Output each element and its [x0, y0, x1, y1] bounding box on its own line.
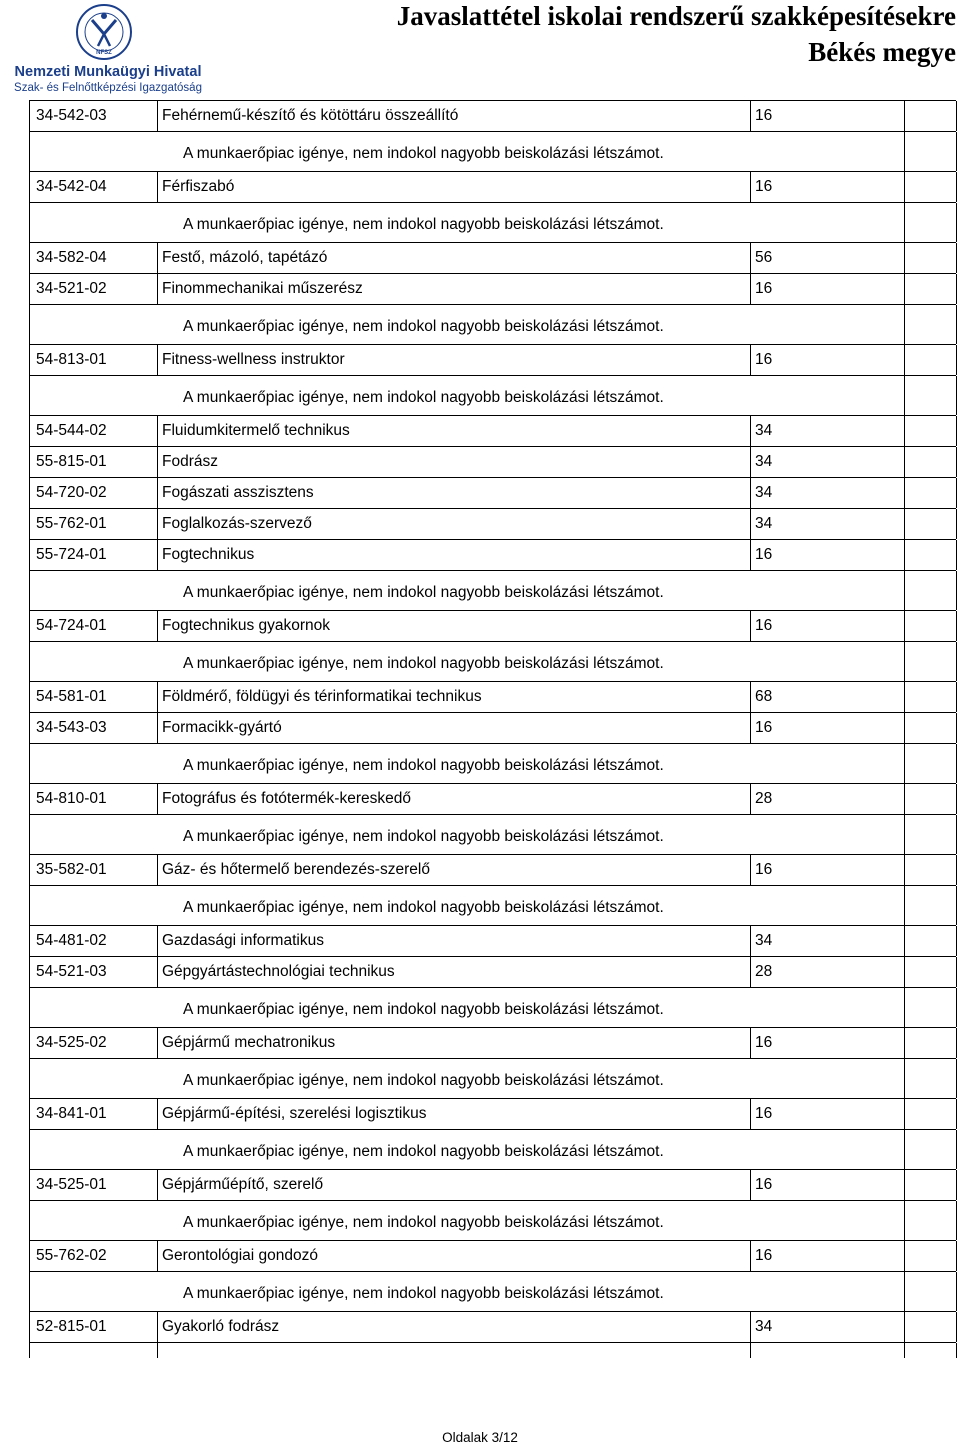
- column-divider: [904, 744, 905, 783]
- column-divider: [956, 203, 957, 242]
- table-note-row: [29, 1129, 956, 1169]
- qualification-name: Gerontológiai gondozó: [162, 1247, 318, 1264]
- qualification-code: 34-542-04: [36, 178, 107, 195]
- column-divider: [956, 682, 957, 712]
- table-note-row: [29, 375, 956, 415]
- column-divider: [157, 1241, 158, 1271]
- column-divider: [956, 1241, 957, 1271]
- column-divider: [956, 1201, 957, 1240]
- column-divider: [904, 1130, 905, 1169]
- column-divider: [956, 1343, 957, 1358]
- qualification-name: Fogtechnikus gyakornok: [162, 617, 331, 634]
- column-divider: [904, 132, 905, 171]
- column-divider: [956, 416, 957, 446]
- column-divider: [956, 611, 957, 641]
- headcount-value: 16: [755, 178, 773, 195]
- column-divider: [750, 957, 751, 987]
- note-text: A munkaerőpiac igénye, nem indokol nagyobb beiskolázási létszámot.: [183, 828, 664, 845]
- column-divider: [157, 713, 158, 743]
- column-divider: [904, 243, 905, 273]
- table-row: [29, 171, 956, 202]
- column-divider: [750, 478, 751, 508]
- table-note-row: [29, 987, 956, 1027]
- table-row: [29, 1027, 956, 1058]
- column-divider: [956, 1059, 957, 1098]
- column-divider: [750, 713, 751, 743]
- qualification-code: 55-762-01: [36, 515, 107, 532]
- headcount-value: 68: [755, 688, 773, 705]
- column-divider: [956, 855, 957, 885]
- column-divider: [904, 1059, 905, 1098]
- table-note-row: [29, 570, 956, 610]
- headcount-value: 34: [755, 453, 773, 470]
- qualification-name: Festő, mázoló, tapétázó: [162, 249, 328, 266]
- headcount-value: 34: [755, 484, 773, 501]
- table-row: [29, 610, 956, 641]
- column-divider: [904, 1099, 905, 1129]
- column-divider: [956, 1099, 957, 1129]
- column-divider: [157, 172, 158, 202]
- column-divider: [157, 611, 158, 641]
- page-number: Oldalak 3/12: [442, 1430, 518, 1445]
- logo-abbr: NFSZ: [96, 50, 112, 56]
- table-row: [29, 712, 956, 743]
- column-divider: [904, 416, 905, 446]
- column-divider: [956, 926, 957, 956]
- org-logo: [4, 2, 214, 98]
- note-text: A munkaerőpiac igénye, nem indokol nagyobb beiskolázási létszámot.: [183, 1214, 664, 1231]
- column-divider: [904, 1343, 905, 1358]
- note-text: A munkaerőpiac igénye, nem indokol nagyobb beiskolázási létszámot.: [183, 584, 664, 601]
- qualification-name: Gépjármű-építési, szerelési logisztikus: [162, 1105, 427, 1122]
- headcount-value: 16: [755, 617, 773, 634]
- headcount-value: 34: [755, 932, 773, 949]
- note-text: A munkaerőpiac igénye, nem indokol nagyobb beiskolázási létszámot.: [183, 1072, 664, 1089]
- column-divider: [904, 509, 905, 539]
- column-divider: [750, 1099, 751, 1129]
- qualification-code: 34-542-03: [36, 107, 107, 124]
- headcount-value: 56: [755, 249, 773, 266]
- headcount-value: 28: [755, 963, 773, 980]
- qualification-code: 55-815-01: [36, 453, 107, 470]
- column-divider: [904, 447, 905, 477]
- column-divider: [956, 305, 957, 344]
- table-row: [29, 854, 956, 885]
- qualification-name: Fogászati asszisztens: [162, 484, 314, 501]
- column-divider: [956, 744, 957, 783]
- headcount-value: 16: [755, 1034, 773, 1051]
- table-note-row: [29, 1058, 956, 1098]
- nfsz-emblem-icon: [72, 2, 136, 62]
- org-subname: Szak- és Felnőttképzési Igazgatóság: [14, 82, 202, 94]
- column-divider: [956, 274, 957, 304]
- headcount-value: 16: [755, 280, 773, 297]
- column-divider: [956, 509, 957, 539]
- column-divider: [956, 784, 957, 814]
- qualification-code: 34-525-02: [36, 1034, 107, 1051]
- note-text: A munkaerőpiac igénye, nem indokol nagyobb beiskolázási létszámot.: [183, 899, 664, 916]
- qualification-name: Gyakorló fodrász: [162, 1318, 280, 1335]
- table-row: [29, 446, 956, 477]
- column-divider: [956, 1028, 957, 1058]
- column-divider: [904, 1312, 905, 1342]
- column-divider: [904, 642, 905, 681]
- column-divider: [750, 926, 751, 956]
- column-divider: [956, 540, 957, 570]
- column-divider: [157, 1312, 158, 1342]
- column-divider: [904, 274, 905, 304]
- qualification-name: Fogtechnikus: [162, 546, 255, 563]
- table-row: [29, 508, 956, 539]
- table-note-row: [29, 202, 956, 242]
- column-divider: [904, 988, 905, 1027]
- column-divider: [157, 855, 158, 885]
- column-divider: [904, 682, 905, 712]
- column-divider: [157, 274, 158, 304]
- column-divider: [157, 447, 158, 477]
- qualification-name: Földmérő, földügyi és térinformatikai technikus: [162, 688, 482, 705]
- column-divider: [750, 784, 751, 814]
- qualification-name: Gépjármű mechatronikus: [162, 1034, 336, 1051]
- column-divider: [750, 447, 751, 477]
- qualification-name: Fodrász: [162, 453, 218, 470]
- column-divider: [750, 243, 751, 273]
- qualification-code: 55-724-01: [36, 546, 107, 563]
- qualification-code: 54-724-01: [36, 617, 107, 634]
- column-divider: [750, 1343, 751, 1358]
- note-text: A munkaerőpiac igénye, nem indokol nagyobb beiskolázási létszámot.: [183, 389, 664, 406]
- table-note-row: [29, 885, 956, 925]
- column-divider: [904, 713, 905, 743]
- column-divider: [750, 1170, 751, 1200]
- qualification-code: 54-481-02: [36, 932, 107, 949]
- table-row: [29, 956, 956, 987]
- qualification-code: 52-815-01: [36, 1318, 107, 1335]
- document-subtitle: Békés megye: [808, 37, 956, 67]
- qualification-code: 54-810-01: [36, 790, 107, 807]
- column-divider: [750, 1312, 751, 1342]
- qualification-code: 54-544-02: [36, 422, 107, 439]
- column-divider: [956, 1312, 957, 1342]
- qualification-code: 54-521-03: [36, 963, 107, 980]
- column-divider: [157, 243, 158, 273]
- qualification-code: 34-521-02: [36, 280, 107, 297]
- note-text: A munkaerőpiac igénye, nem indokol nagyobb beiskolázási létszámot.: [183, 655, 664, 672]
- qualification-name: Finommechanikai műszerész: [162, 280, 363, 297]
- column-divider: [904, 478, 905, 508]
- column-divider: [956, 1272, 957, 1311]
- headcount-value: 16: [755, 107, 773, 124]
- note-text: A munkaerőpiac igénye, nem indokol nagyobb beiskolázási létszámot.: [183, 1001, 664, 1018]
- column-divider: [750, 611, 751, 641]
- column-divider: [904, 1170, 905, 1200]
- page-header: [0, 0, 960, 100]
- column-divider: [157, 957, 158, 987]
- note-text: A munkaerőpiac igénye, nem indokol nagyobb beiskolázási létszámot.: [183, 318, 664, 335]
- column-divider: [157, 1170, 158, 1200]
- qualification-code: 55-762-02: [36, 1247, 107, 1264]
- qualification-code: 34-841-01: [36, 1105, 107, 1122]
- table-note-row: [29, 1200, 956, 1240]
- qualification-name: Formacikk-gyártó: [162, 719, 282, 736]
- headcount-value: 16: [755, 546, 773, 563]
- table-note-row: [29, 131, 956, 171]
- table-note-row: [29, 304, 956, 344]
- note-text: A munkaerőpiac igénye, nem indokol nagyobb beiskolázási létszámot.: [183, 216, 664, 233]
- column-divider: [956, 101, 957, 131]
- table-row: [29, 681, 956, 712]
- qualification-name: Fotográfus és fotótermék-kereskedő: [162, 790, 411, 807]
- headcount-value: 16: [755, 351, 773, 368]
- qualification-name: Foglalkozás-szervező: [162, 515, 312, 532]
- column-divider: [750, 1028, 751, 1058]
- table-note-row: [29, 641, 956, 681]
- table-note-row: [29, 743, 956, 783]
- table-row: [29, 344, 956, 375]
- column-divider: [750, 1241, 751, 1271]
- column-divider: [956, 571, 957, 610]
- column-divider: [956, 132, 957, 171]
- column-divider: [904, 815, 905, 854]
- qualification-name: Fluidumkitermelő technikus: [162, 422, 350, 439]
- table-row: [29, 1098, 956, 1129]
- column-divider: [956, 376, 957, 415]
- table-note-row: [29, 814, 956, 854]
- qualification-code: 34-582-04: [36, 249, 107, 266]
- column-divider: [904, 571, 905, 610]
- qualification-code: 54-720-02: [36, 484, 107, 501]
- column-divider: [157, 1099, 158, 1129]
- column-divider: [956, 172, 957, 202]
- qualification-name: Gazdasági informatikus: [162, 932, 324, 949]
- column-divider: [904, 855, 905, 885]
- column-divider: [904, 203, 905, 242]
- table-row: [29, 925, 956, 956]
- column-divider: [157, 509, 158, 539]
- column-divider: [956, 642, 957, 681]
- column-divider: [750, 540, 751, 570]
- document-title: Javaslattétel iskolai rendszerű szakképesítésekre: [396, 1, 956, 31]
- column-divider: [157, 926, 158, 956]
- column-divider: [956, 243, 957, 273]
- column-divider: [956, 713, 957, 743]
- table-bottom-stub: [29, 1342, 956, 1358]
- column-divider: [904, 101, 905, 131]
- column-divider: [904, 611, 905, 641]
- table-row: [29, 783, 956, 814]
- headcount-value: 28: [755, 790, 773, 807]
- headcount-value: 16: [755, 719, 773, 736]
- column-divider: [750, 416, 751, 446]
- headcount-value: 16: [755, 1247, 773, 1264]
- note-text: A munkaerőpiac igénye, nem indokol nagyobb beiskolázási létszámot.: [183, 145, 664, 162]
- column-divider: [904, 540, 905, 570]
- column-divider: [157, 1028, 158, 1058]
- qualification-name: Fehérnemű-készítő és kötöttáru összeállító: [162, 107, 459, 124]
- qualification-name: Fitness-wellness instruktor: [162, 351, 345, 368]
- column-divider: [750, 345, 751, 375]
- qualification-name: Gépjárműépítő, szerelő: [162, 1176, 324, 1193]
- column-divider: [904, 345, 905, 375]
- column-divider: [750, 509, 751, 539]
- column-divider: [904, 1241, 905, 1271]
- table-row: [29, 100, 956, 131]
- column-divider: [750, 172, 751, 202]
- column-divider: [904, 1272, 905, 1311]
- note-text: A munkaerőpiac igénye, nem indokol nagyobb beiskolázási létszámot.: [183, 1143, 664, 1160]
- qualification-name: Férfiszabó: [162, 178, 235, 195]
- column-divider: [904, 886, 905, 925]
- qualification-code: 54-813-01: [36, 351, 107, 368]
- qualification-name: Gáz- és hőtermelő berendezés-szerelő: [162, 861, 430, 878]
- column-divider: [956, 345, 957, 375]
- column-divider: [904, 957, 905, 987]
- column-divider: [157, 784, 158, 814]
- headcount-value: 34: [755, 515, 773, 532]
- column-divider: [157, 416, 158, 446]
- table-row: [29, 415, 956, 446]
- column-divider: [750, 101, 751, 131]
- note-text: A munkaerőpiac igénye, nem indokol nagyobb beiskolázási létszámot.: [183, 1285, 664, 1302]
- note-text: A munkaerőpiac igénye, nem indokol nagyobb beiskolázási létszámot.: [183, 757, 664, 774]
- column-divider: [904, 305, 905, 344]
- column-divider: [750, 682, 751, 712]
- headcount-value: 34: [755, 1318, 773, 1335]
- table-row: [29, 1240, 956, 1271]
- column-divider: [904, 926, 905, 956]
- column-divider: [904, 1201, 905, 1240]
- column-divider: [157, 478, 158, 508]
- column-divider: [904, 1028, 905, 1058]
- table-row: [29, 273, 956, 304]
- table-row: [29, 477, 956, 508]
- qualification-code: 35-582-01: [36, 861, 107, 878]
- table-row: [29, 539, 956, 570]
- column-divider: [157, 1343, 158, 1358]
- column-divider: [956, 886, 957, 925]
- column-divider: [904, 784, 905, 814]
- column-divider: [956, 447, 957, 477]
- column-divider: [904, 376, 905, 415]
- column-divider: [750, 855, 751, 885]
- qualification-code: 34-525-01: [36, 1176, 107, 1193]
- column-divider: [956, 988, 957, 1027]
- headcount-value: 16: [755, 1176, 773, 1193]
- column-divider: [956, 1130, 957, 1169]
- qualification-code: 34-543-03: [36, 719, 107, 736]
- table-note-row: [29, 1271, 956, 1311]
- column-divider: [956, 478, 957, 508]
- column-divider: [157, 540, 158, 570]
- org-name: Nemzeti Munkaügyi Hivatal: [14, 64, 202, 80]
- table-row: [29, 1311, 956, 1342]
- column-divider: [157, 345, 158, 375]
- headcount-value: 16: [755, 1105, 773, 1122]
- qualification-name: Gépgyártástechnológiai technikus: [162, 963, 395, 980]
- table-row: [29, 1169, 956, 1200]
- column-divider: [956, 957, 957, 987]
- column-divider: [956, 815, 957, 854]
- qualification-code: 54-581-01: [36, 688, 107, 705]
- headcount-value: 16: [755, 861, 773, 878]
- column-divider: [904, 172, 905, 202]
- headcount-value: 34: [755, 422, 773, 439]
- column-divider: [157, 682, 158, 712]
- column-divider: [956, 1170, 957, 1200]
- column-divider: [750, 274, 751, 304]
- table-row: [29, 242, 956, 273]
- column-divider: [157, 101, 158, 131]
- page-footer: [0, 1430, 960, 1445]
